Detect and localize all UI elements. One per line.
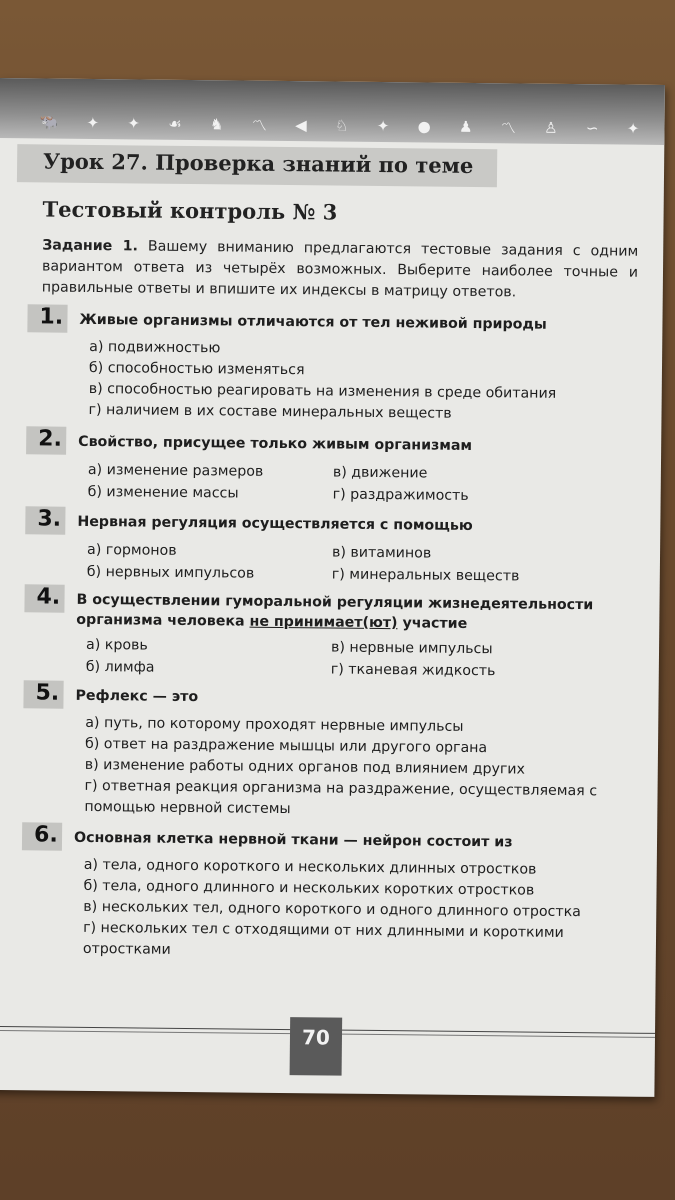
option-b: б) способностью изменяться <box>88 359 305 379</box>
option-d: г) наличием в их составе минеральных веществ <box>88 401 452 422</box>
scorpion-icon: ☙ <box>168 114 182 133</box>
question-text <box>76 585 634 636</box>
option-a: а) изменение размеров <box>87 461 264 480</box>
question-3 <box>25 506 636 588</box>
options-list <box>84 713 633 824</box>
lesson-title: Урок 27. Проверка знаний по теме <box>43 148 474 178</box>
bird-icon: 〽 <box>500 118 516 137</box>
butterfly-icon: ✦ <box>86 113 100 133</box>
rabbit-icon: ♙ <box>544 118 558 137</box>
question-text: Рефлекс — это <box>75 687 199 706</box>
option-b: б) изменение массы <box>87 483 239 502</box>
option-c: в) движение <box>332 464 428 482</box>
question-text: Свойство, присущее только живым организмам <box>78 433 473 454</box>
question-text-start: В осуществлении гуморальной регуляции жизнедеятельности организма человека <box>76 591 594 630</box>
question-text-end: участие <box>397 615 468 632</box>
option-b: б) тела, одного длинного и нескольких коротких отростков <box>83 877 535 899</box>
bison-icon: 🐃 <box>39 113 59 132</box>
workbook-page <box>0 78 665 1097</box>
question-text: Живые организмы отличаются от тел неживой природы <box>79 311 547 333</box>
bird-icon: 〽 <box>251 116 267 135</box>
fish-icon: ◀ <box>295 116 307 135</box>
option-a: а) тела, одного короткого и нескольких длинных отростков <box>83 856 537 878</box>
question-2 <box>26 426 637 508</box>
test-title: Тестовый контроль № 3 <box>42 196 338 225</box>
page-number: 70 <box>301 1025 331 1050</box>
question-text-underlined: не принимает(ют) <box>249 613 398 632</box>
option-c: в) способностью реагировать на изменения в среде обитания <box>88 380 557 402</box>
option-d: г) раздражимость <box>332 486 469 504</box>
option-d: г) нескольких тел с отходящими от них длинными и короткими отростками <box>82 919 564 958</box>
header-banner <box>0 78 665 145</box>
deer-icon: ♘ <box>334 116 349 135</box>
option-b: б) ответ на раздражение мышцы или другого органа <box>84 735 488 757</box>
options-grid <box>86 634 634 684</box>
question-5 <box>22 680 633 823</box>
options-grid <box>87 539 635 589</box>
option-c: в) нервные импульсы <box>330 639 493 658</box>
lizard-icon: ∽ <box>585 119 599 138</box>
question-number: 3. <box>37 506 62 532</box>
question-text: Нервная регуляция осуществляется с помощью <box>77 513 473 534</box>
question-number: 5. <box>35 680 60 706</box>
option-b: б) лимфа <box>85 658 155 676</box>
option-c: в) витаминов <box>331 544 432 562</box>
options-grid <box>88 459 636 509</box>
option-d: г) тканевая жидкость <box>330 661 496 680</box>
option-c: в) нескольких тел, одного короткого и одного длинного отростка <box>83 898 581 921</box>
butterfly-icon: ✦ <box>626 119 640 138</box>
animal-silhouettes <box>39 112 639 138</box>
question-number: 4. <box>36 584 61 610</box>
option-a: а) кровь <box>85 636 148 654</box>
task-text: Вашему вниманию предлагаются тестовые задания с одним вариантом ответа из четырёх возможных. Выберите наиболее точные и правильные ответы и впишите их индексы в матрицу ответов. <box>41 238 639 301</box>
option-b: б) нервных импульсов <box>86 563 255 582</box>
ladybug-icon: ● <box>417 117 431 136</box>
task-instructions <box>42 235 639 304</box>
option-c: в) изменение работы одних органов под влиянием других <box>84 756 526 778</box>
task-label: Задание 1. <box>42 237 139 255</box>
option-a: а) путь, по которому проходят нервные импульсы <box>85 714 464 735</box>
question-6 <box>21 822 632 965</box>
horse-icon: ♞ <box>209 115 224 134</box>
option-a: а) подвижностью <box>89 338 221 357</box>
question-number: 2. <box>38 426 63 452</box>
options-list <box>88 337 637 427</box>
question-number: 6. <box>33 822 58 848</box>
question-number: 1. <box>39 304 64 330</box>
option-d: г) ответная реакция организма на раздражение, осуществляемая с помощью нервной системы <box>84 777 598 818</box>
option-d: г) минеральных веществ <box>331 566 520 585</box>
cat-icon: ♟ <box>458 117 473 136</box>
options-list <box>83 855 632 966</box>
question-text: Основная клетка нервной ткани — нейрон состоит из <box>73 829 513 851</box>
option-a: а) гормонов <box>86 541 177 559</box>
butterfly-icon: ✦ <box>376 116 390 136</box>
question-4 <box>24 584 635 683</box>
question-1 <box>26 304 637 426</box>
butterfly-icon: ✦ <box>127 114 141 133</box>
